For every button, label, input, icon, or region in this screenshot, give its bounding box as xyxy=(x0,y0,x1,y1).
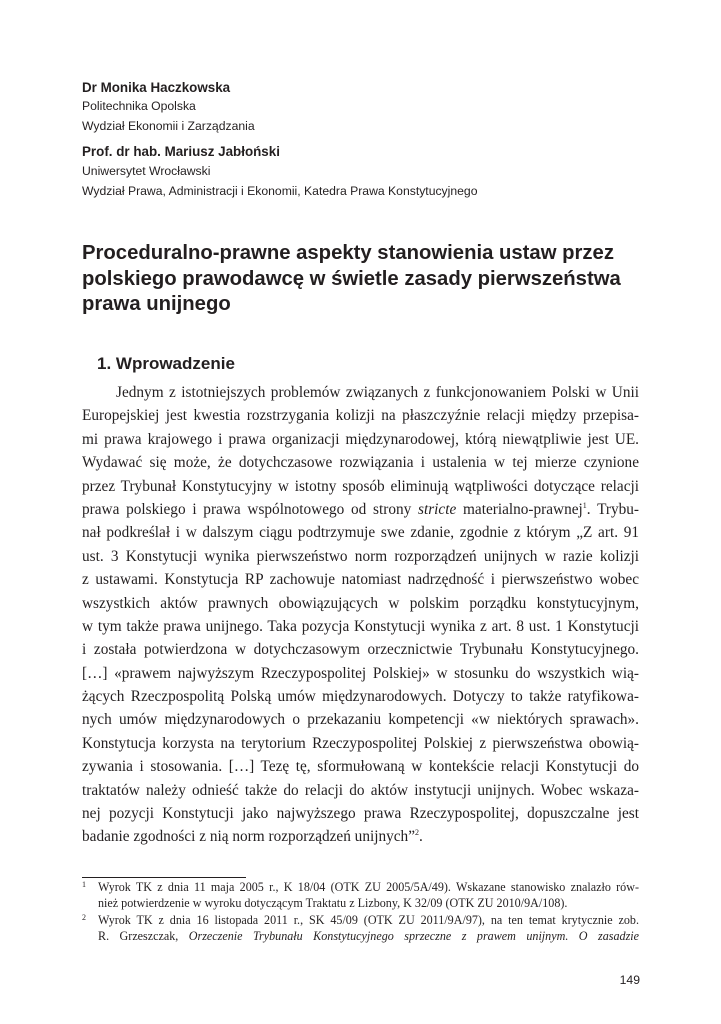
text-line: w tym także prawa unijnego. Taka pozycja Konstytucji wynika z art. 8 ust. 1 Konstytucji xyxy=(82,617,639,635)
footnote-mark: 2 xyxy=(82,913,86,923)
text-line: Wyrok TK z dnia 11 maja 2005 r., K 18/04 (OTK ZU 2005/5A/49). Wskazane stanowisko znalazło rów- xyxy=(98,880,639,894)
section-heading: 1. Wprowadzenie xyxy=(97,354,235,373)
text-line: Konstytucja korzysta na terytorium Rzeczypospolitej Polskiej z pierwszeństwa obowią- xyxy=(82,734,639,752)
text-line: nał podkreślał i w dalszym ciągu podtrzymuje swe zdanie, zgodnie z którym „Z art. 91 xyxy=(82,524,639,542)
affiliation-line: Wydział Prawa, Administracji i Ekonomii, Katedra Prawa Konstytucyjnego xyxy=(82,183,478,198)
affiliation-line: Politechnika Opolska xyxy=(82,99,196,113)
text-run: . Trybu- xyxy=(586,500,640,518)
author-1-name: Dr Monika Haczkowska xyxy=(82,80,231,95)
text-line: nych umów międzynarodowych o przekazaniu kompetencji «w niektórych sprawach». xyxy=(82,711,639,729)
affiliation-line: Wydział Ekonomii i Zarządzania xyxy=(82,118,255,133)
footnote-mark: 1 xyxy=(82,880,86,889)
footnote-ref: 1 xyxy=(582,500,587,510)
text-run: . xyxy=(419,828,423,846)
text-run: materialno-prawnej xyxy=(456,500,583,518)
footnote-separator xyxy=(82,877,246,878)
text-line: Europejskiej jest kwestia rozstrzygania kolizji na płaszczyźnie relacji między przepisa- xyxy=(82,407,639,425)
text-line xyxy=(82,498,639,521)
author-2-affiliation xyxy=(82,162,477,201)
text-line: Jednym z istotniejszych problemów związanych z funkcjonowaniem Polski w Unii xyxy=(116,384,639,401)
footnote-2 xyxy=(82,913,639,944)
footnotes xyxy=(82,880,639,946)
title-line: polskiego prawodawcę w świetle zasady pierwszeństwa xyxy=(82,267,621,290)
author-1-affiliation xyxy=(82,97,255,136)
text-line: nej pozycji Konstytucji jako najwyższego prawa Rzeczypospolitej, dopuszczalne jest xyxy=(82,805,639,823)
page-number: 149 xyxy=(619,973,640,987)
text-run: R. Grzeszczak, xyxy=(98,928,189,943)
title-line: prawa unijnego xyxy=(82,293,231,315)
text-line: żących Rzeczpospolitą Polską umów międzynarodowych. Dotyczy to także ratyfikowa- xyxy=(82,688,639,706)
text-line: i została potwierdzona w dotychczasowym orzecznictwie Trybunału Konstytucyjnego. xyxy=(82,641,639,659)
article-title xyxy=(82,241,642,318)
text-line: wszystkich aktów prawnych obowiązujących w polskim porządku konstytucyjnym, xyxy=(82,594,639,612)
text-line xyxy=(98,929,639,945)
italic-text: Orzeczenie Trybunału Konstytucyjnego sprzeczne z prawem unijnym. O zasadzie xyxy=(188,928,639,943)
text-line: mi prawa krajowego i prawa organizacji międzynarodowej, którą niewątpliwie jest UE. xyxy=(82,430,639,448)
author-2-name: Prof. dr hab. Mariusz Jabłoński xyxy=(82,144,280,159)
text-line xyxy=(82,825,639,848)
title-line: Proceduralno-prawne aspekty stanowienia ustaw przez xyxy=(82,242,614,264)
text-line: […] «prawem najwyższym Rzeczypospolitej Polskiej» w stosunku do wszystkich wią- xyxy=(82,664,639,682)
body-paragraph xyxy=(82,381,639,849)
text-line: ust. 3 Konstytucji wynika pierwszeństwo norm rozporządzeń unijnych w razie kolizji xyxy=(82,547,639,565)
text-line: z ustawami. Konstytucja RP zachowuje natomiast nadrzędność i pierwszeństwo wobec xyxy=(82,571,639,589)
text-line: zywania i stosowania. […] Tezę tę, sformułowaną w kontekście relacji Konstytucji do xyxy=(82,758,639,776)
affiliation-line: Uniwersytet Wrocławski xyxy=(82,164,211,178)
text-line: przez Trybunał Konstytucyjny w istotny sposób eliminują wątpliwości dotyczące relacji xyxy=(82,477,639,495)
footnote-ref: 2 xyxy=(415,828,419,838)
text-run: badanie zgodności z nią norm rozporządzeń unijnych” xyxy=(82,828,415,846)
text-line: Wyrok TK z dnia 16 listopada 2011 r., SK 45/09 (OTK ZU 2011/9A/97), na ten temat krytycznie zob. xyxy=(98,913,639,928)
text-line: nież potwierdzenie w wyroku dotyczącym Traktatu z Lizbony, K 32/09 (OTK ZU 2010/9A/108). xyxy=(98,895,568,910)
italic-text: stricte xyxy=(418,500,457,518)
text-line: traktatów należy odnieść także do relacji do aktów instytucji unijnych. Wobec wskaza- xyxy=(82,781,639,799)
text-run: prawa polskiego i prawa wspólnotowego od strony xyxy=(82,500,419,518)
text-line: Wydawać się może, że dotychczasowe rozwiązania i ustalenia w tej mierze czynione xyxy=(82,454,639,472)
footnote-1 xyxy=(82,880,639,911)
